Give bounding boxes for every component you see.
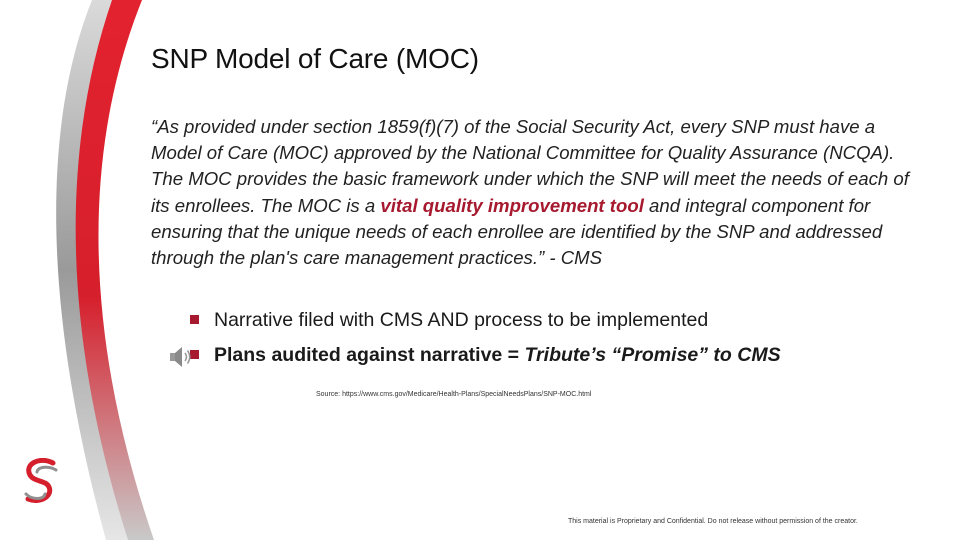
bullet-text: Plans audited against narrative = bbox=[214, 344, 525, 366]
speaker-icon[interactable] bbox=[168, 344, 194, 370]
slide-title: SNP Model of Care (MOC) bbox=[151, 43, 479, 74]
bullet-item bbox=[190, 307, 910, 333]
confidentiality-footer: This material is Proprietary and Confidential. Do not release without permission of the creator. bbox=[568, 518, 858, 525]
quote-text-start: “As provided under section 1859(f)(7) of the Social Security Act, every SNP must have a Model of Care (MOC) approved by the National Committee for Quality Assurance (NCQA). The MOC provides the basic framework under which the SNP will meet the needs of each of its enrollees. The MOC is a bbox=[151, 116, 909, 216]
square-bullet-icon bbox=[190, 315, 199, 324]
cms-quote bbox=[151, 114, 916, 271]
bullet-text: Narrative filed with CMS AND process to be implemented bbox=[214, 309, 709, 331]
bullet-list bbox=[190, 307, 910, 377]
quote-highlight: vital quality improvement tool bbox=[380, 194, 644, 216]
company-logo bbox=[20, 458, 62, 508]
bullet-item bbox=[190, 342, 910, 368]
source-citation: Source: https://www.cms.gov/Medicare/Health-Plans/SpecialNeedsPlans/SNP-MOC.html bbox=[316, 391, 592, 398]
bullet-emphasis: Tribute’s “Promise” to CMS bbox=[524, 344, 781, 366]
quote-text-end: and integral component for ensuring that the unique needs of each enrollee are identified by the SNP and addressed through the plan's care management practices.” - CMS bbox=[151, 194, 883, 269]
